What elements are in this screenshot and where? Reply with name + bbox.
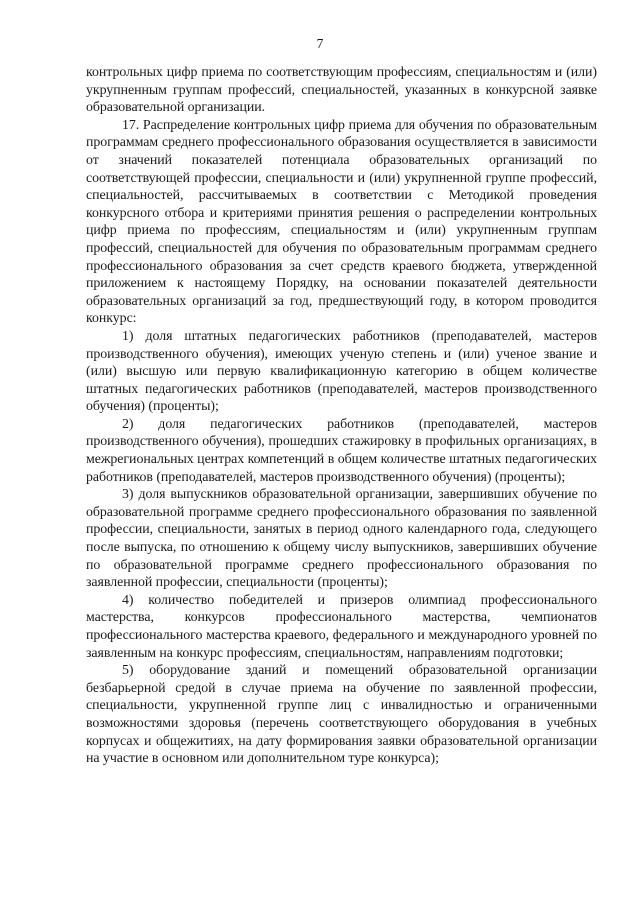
paragraph-item-17: 17. Распределение контрольных цифр приема для обучения по образовательным программам среднего профессионального образования осуществляется в зависимости от значений показателей потенциала образовательных организаций по соответствующей профессии, специальности и (или) укрупненной группе профессий, специальностей, рассчитываемых в соответствии с Методикой проведения конкурсного отбора и критериями принятия решения о распределении контрольных цифр приема по профессиям, специальностям и (или) укрупненным группам профессий, специальностей для обучения по образовательным программам среднего профессионального образования за счет средств краевого бюджета, утвержденной приложением к настоящему Порядку, на основании показателей деятельности образовательных организаций за год, предшествующий году, в котором проводится конкурс: — [86, 117, 597, 327]
paragraph-continuation: контрольных цифр приема по соответствующим профессиям, специальностям и (или) укрупненным группам профессий, специальностей, указанных в конкурсной заявке образовательной организации. — [86, 65, 597, 116]
list-item-1: 1) доля штатных педагогических работников (преподавателей, мастеров производственного обучения), имеющих ученую степень и (или) ученое звание и (или) высшую или первую квалификационную категорию в общем количестве штатных педагогических работников (преподавателей, мастеров производственного обучения) (проценты); — [86, 328, 597, 415]
list-item-2: 2) доля педагогических работников (преподавателей, мастеров производственного обучения), прошедших стажировку в профильных организациях, в межрегиональных центрах компетенций в общем количестве штатных педагогических работников (преподавателей, мастеров производственного обучения) (проценты); — [86, 416, 597, 485]
list-item-4: 4) количество победителей и призеров олимпиад профессионального мастерства, конкурсов профессионального мастерства, чемпионатов профессионального мастерства краевого, федерального и международного уровней по заявленным на конкурс профессиям, специальностям, направлениям подготовки; — [86, 592, 597, 661]
document-body — [86, 64, 597, 768]
list-item-5: 5) оборудование зданий и помещений образовательной организации безбарьерной средой в случае приема на обучение по заявленной профессии, специальности, укрупненной группе лиц с инвалидностью и ограниченными возможностями здоровья (перечень соответствующего оборудования в учебных корпусах и общежитиях, на дату формирования заявки образовательной организации на участие в основном или дополнительном туре конкурса); — [86, 663, 597, 767]
page-number: 7 — [316, 36, 324, 51]
list-item-3: 3) доля выпускников образовательной организации, завершивших обучение по образовательной программе среднего профессионального образования по заявленной профессии, специальности, занятых в период одного календарного года, следующего после выпуска, по отношению к общему числу выпускников, завершивших обучение по образовательной программе среднего профессионального образования по заявленной профессии, специальности (проценты); — [86, 487, 597, 591]
